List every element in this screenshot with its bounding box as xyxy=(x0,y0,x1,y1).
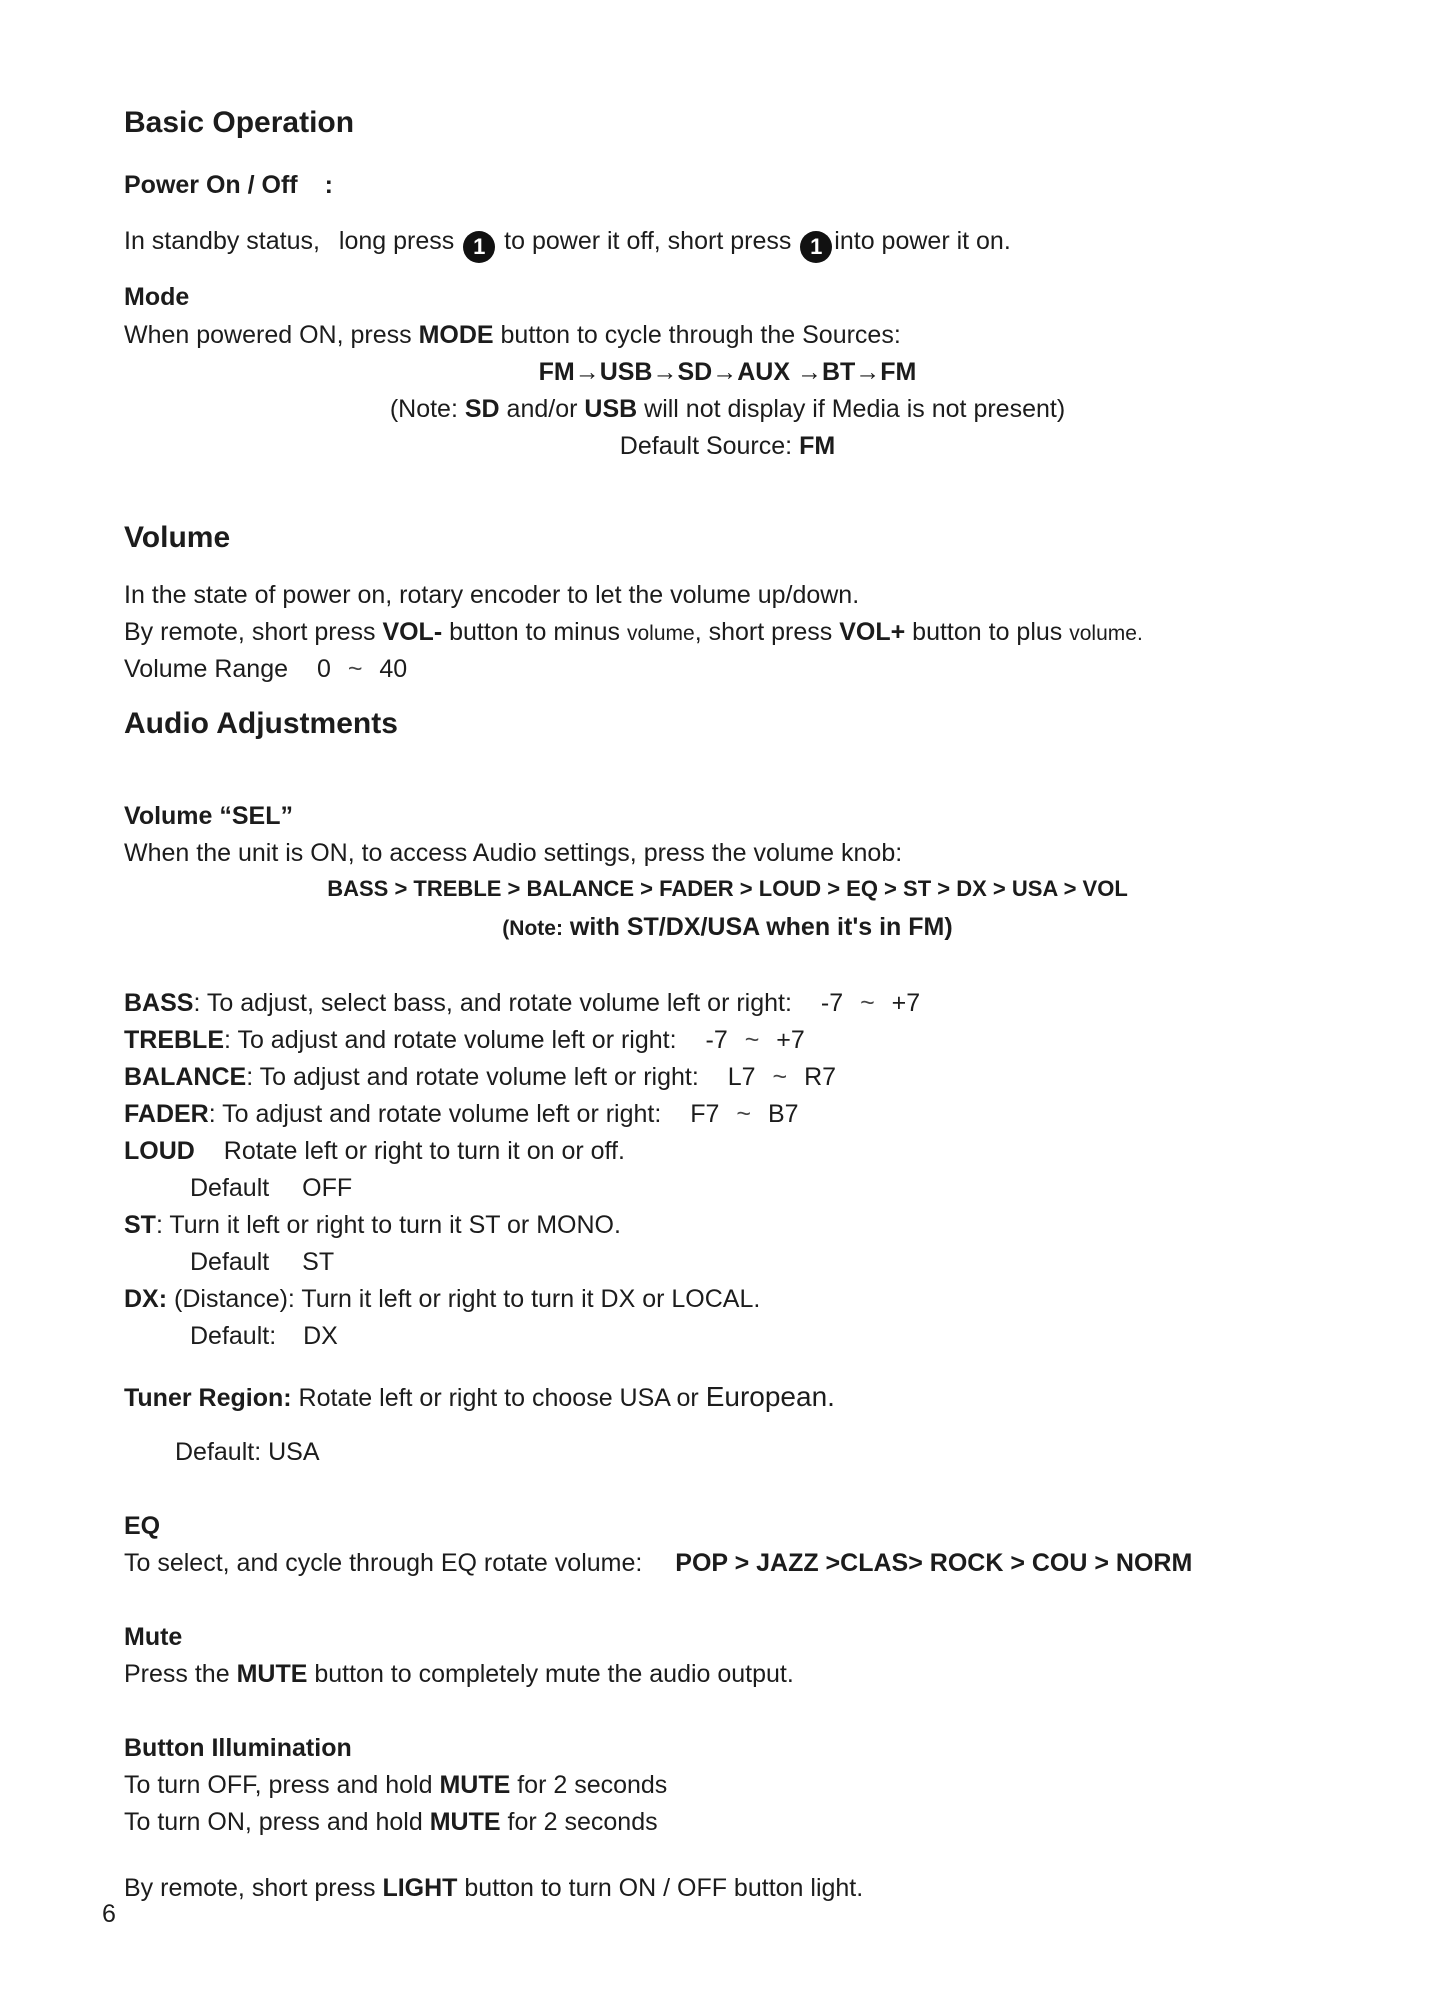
volume-range-tilde: ~ xyxy=(347,655,363,683)
eq-heading: EQ xyxy=(124,1512,161,1540)
treble-min: -7 xyxy=(705,1026,728,1054)
st-text: : Turn it left or right to turn it ST or MONO. xyxy=(155,1211,621,1239)
illumination-off xyxy=(124,1770,667,1800)
treble-max: +7 xyxy=(776,1026,805,1054)
power-button-icon-2: 1 xyxy=(800,231,832,263)
default-source xyxy=(0,431,1455,461)
mode-note xyxy=(0,394,1455,424)
note-b: SD xyxy=(464,395,500,423)
st-default xyxy=(190,1247,334,1277)
loud-default-label: Default xyxy=(190,1174,270,1202)
dx-default-value: DX xyxy=(303,1322,338,1350)
loud-default xyxy=(190,1173,352,1203)
power-heading-colon: : xyxy=(324,171,333,199)
power-button-icon: 1 xyxy=(463,231,495,263)
loud-row xyxy=(124,1136,625,1166)
bass-tilde: ~ xyxy=(860,989,875,1017)
treble-text: : To adjust and rotate volume left or right: xyxy=(224,1026,677,1054)
mode-text xyxy=(124,320,901,350)
illumination-on xyxy=(124,1807,658,1837)
illumination-remote-a: By remote, short press xyxy=(124,1874,376,1902)
volume-line2 xyxy=(124,617,1143,647)
fader-text: : To adjust and rotate volume left or right: xyxy=(208,1100,662,1128)
page-number: 6 xyxy=(102,1900,116,1928)
sel-cycle: BASS > TREBLE > BALANCE > FADER > LOUD > EQ > ST > DX > USA > VOL xyxy=(327,876,1128,901)
note-a: (Note: xyxy=(389,395,458,423)
power-text-a: In standby status, xyxy=(124,227,320,255)
illumination-on-c: for 2 seconds xyxy=(507,1808,658,1836)
dx-default xyxy=(190,1321,338,1351)
volume-range-max: 40 xyxy=(379,655,408,683)
balance-tilde: ~ xyxy=(772,1063,788,1091)
st-label: ST xyxy=(124,1211,156,1239)
bass-max: +7 xyxy=(891,989,921,1017)
st-default-value: ST xyxy=(302,1248,335,1276)
power-text xyxy=(124,226,1011,263)
volume-line2-d: volume xyxy=(627,622,695,645)
illumination-heading: Button Illumination xyxy=(124,1734,352,1762)
illumination-remote-c: button to turn ON / OFF button light. xyxy=(464,1874,864,1902)
tuner-text-a: Rotate left or right to choose USA or xyxy=(298,1384,699,1412)
illumination-on-a: To turn ON, press and hold xyxy=(124,1808,423,1836)
tuner-label: Tuner Region: xyxy=(124,1384,292,1412)
volume-line2-a: By remote, short press xyxy=(124,618,376,646)
section-title-basic-operation: Basic Operation xyxy=(124,106,355,139)
power-heading xyxy=(124,170,333,200)
fader-tilde: ~ xyxy=(736,1100,752,1128)
mode-text-c: button to cycle through the Sources: xyxy=(500,321,901,349)
fader-label: FADER xyxy=(124,1100,209,1128)
sel-text: When the unit is ON, to access Audio settings, press the volume knob: xyxy=(124,839,903,867)
default-source-value: FM xyxy=(799,432,836,460)
mode-heading: Mode xyxy=(124,283,190,311)
illumination-off-c: for 2 seconds xyxy=(517,1771,668,1799)
dx-default-label: Default: xyxy=(190,1322,277,1350)
mute-text-b: MUTE xyxy=(236,1660,308,1688)
illumination-remote-b: LIGHT xyxy=(382,1874,458,1902)
note-e: will not display if Media is not present) xyxy=(644,395,1066,423)
sel-note-a: (Note: xyxy=(502,917,563,940)
loud-text: Rotate left or right to turn it on or off. xyxy=(223,1137,625,1165)
dx-row xyxy=(124,1284,760,1314)
sel-note-b: with ST/DX/USA when it's in FM) xyxy=(569,913,953,941)
illumination-on-b: MUTE xyxy=(429,1808,501,1836)
loud-default-value: OFF xyxy=(302,1174,353,1202)
mute-heading: Mute xyxy=(124,1623,183,1651)
volume-range xyxy=(124,654,407,684)
mute-text-c: button to completely mute the audio output. xyxy=(314,1660,794,1688)
balance-row xyxy=(124,1062,836,1092)
tuner-default: Default: USA xyxy=(175,1438,320,1466)
volume-line2-f: VOL+ xyxy=(839,618,906,646)
note-d: USB xyxy=(584,395,638,423)
st-default-label: Default xyxy=(190,1248,270,1276)
mute-text xyxy=(124,1659,794,1689)
eq-row xyxy=(124,1548,1192,1578)
mode-text-b: MODE xyxy=(418,321,494,349)
bass-min: -7 xyxy=(820,989,844,1017)
eq-cycle: POP > JAZZ >CLAS> ROCK > COU > NORM xyxy=(675,1549,1193,1577)
mode-text-a: When powered ON, press xyxy=(124,321,412,349)
power-text-b: long press xyxy=(338,227,455,255)
volume-line2-e: , short press xyxy=(694,618,833,646)
eq-text: To select, and cycle through EQ rotate volume: xyxy=(124,1549,643,1577)
tuner-row xyxy=(124,1380,835,1414)
section-title-audio: Audio Adjustments xyxy=(124,707,398,740)
fader-row xyxy=(124,1099,799,1129)
volume-line1: In the state of power on, rotary encoder to let the volume up/down. xyxy=(124,581,860,609)
balance-min: L7 xyxy=(727,1063,756,1091)
volume-line2-b: VOL- xyxy=(382,618,443,646)
note-c: and/or xyxy=(506,395,578,423)
bass-label: BASS xyxy=(124,989,194,1017)
treble-row xyxy=(124,1025,805,1055)
power-heading-text: Power On / Off xyxy=(124,171,298,199)
power-text-c: to power it off, short press xyxy=(504,227,792,255)
section-title-volume: Volume xyxy=(124,521,231,554)
volume-line2-g: button to plus xyxy=(912,618,1063,646)
dx-label: DX: xyxy=(124,1285,168,1313)
balance-text: : To adjust and rotate volume left or right: xyxy=(246,1063,699,1091)
volume-range-min: 0 xyxy=(316,655,331,683)
default-source-label: Default Source: xyxy=(619,432,793,460)
illumination-remote xyxy=(124,1873,863,1903)
bass-text: : To adjust, select bass, and rotate volume left or right: xyxy=(193,989,792,1017)
fader-max: B7 xyxy=(767,1100,799,1128)
treble-label: TREBLE xyxy=(124,1026,224,1054)
mute-text-a: Press the xyxy=(124,1660,230,1688)
balance-max: R7 xyxy=(804,1063,837,1091)
volume-line2-c: button to minus xyxy=(449,618,621,646)
volume-range-label: Volume Range xyxy=(124,655,289,683)
fader-min: F7 xyxy=(690,1100,720,1128)
mode-cycle: FM→USB→SD→AUX →BT→FM xyxy=(538,358,917,386)
tuner-text-b: European. xyxy=(705,1381,835,1412)
sel-note xyxy=(0,912,1455,942)
power-text-d: into power it on. xyxy=(834,227,1011,255)
sel-heading: Volume “SEL” xyxy=(124,802,294,830)
treble-tilde: ~ xyxy=(744,1026,760,1054)
loud-label: LOUD xyxy=(124,1137,195,1165)
bass-row xyxy=(124,988,920,1018)
illumination-off-b: MUTE xyxy=(439,1771,511,1799)
dx-text: (Distance): Turn it left or right to turn it DX or LOCAL. xyxy=(174,1285,761,1313)
volume-line2-h: volume. xyxy=(1069,622,1143,645)
illumination-off-a: To turn OFF, press and hold xyxy=(124,1771,433,1799)
balance-label: BALANCE xyxy=(124,1063,247,1091)
st-row xyxy=(124,1210,621,1240)
